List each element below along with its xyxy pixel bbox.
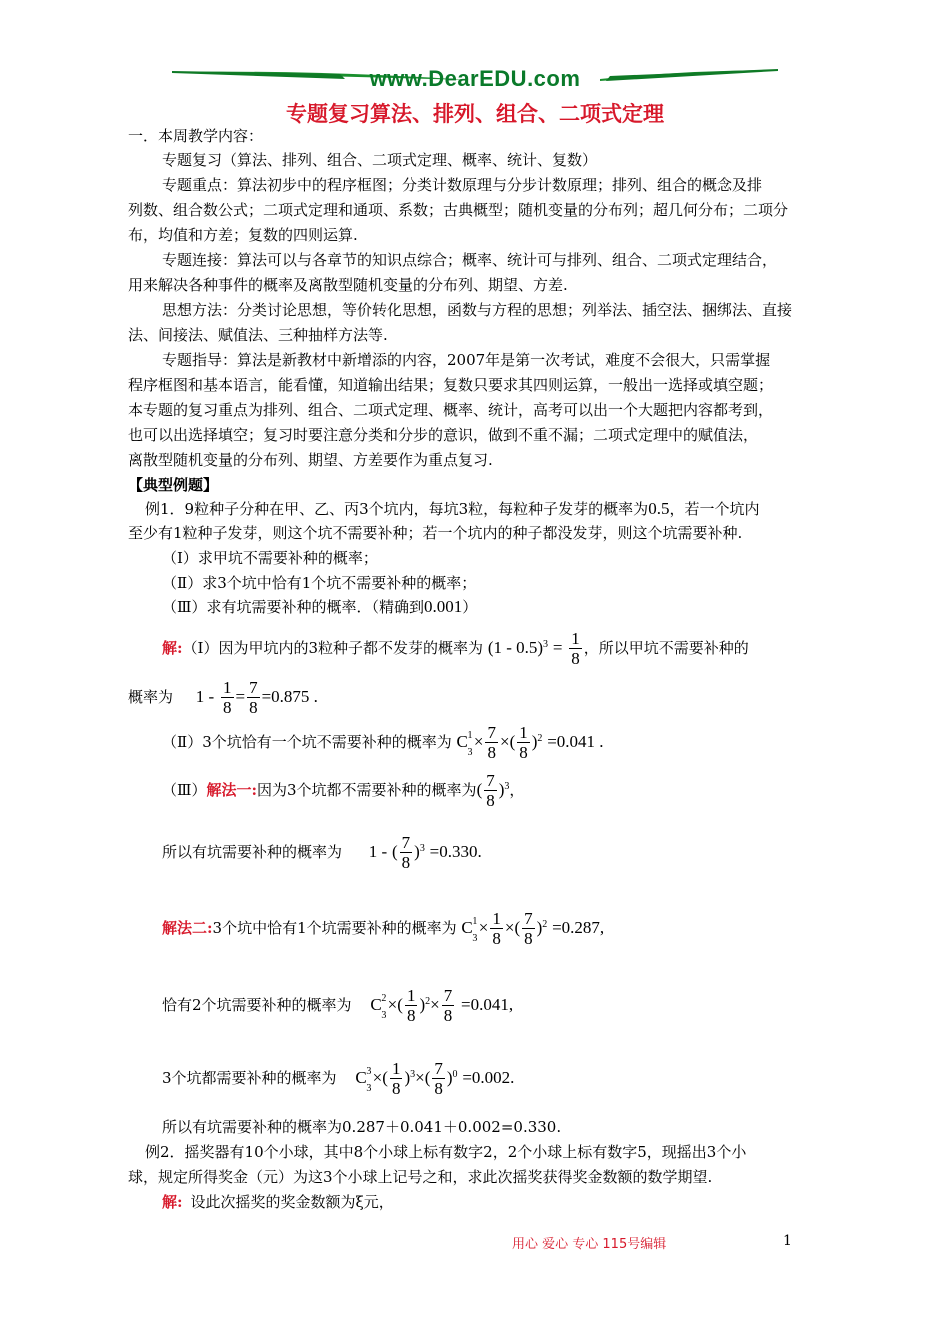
combination-c13: C 1 3 [461,916,478,944]
solution-1: 解:（Ⅰ）因为甲坑内的3粒种子都不发芽的概率为 (1 - 0.5)$^3$ = $\frac{1}{8}$ ，所以甲坑不需要补种的 [162,629,749,668]
paragraph-guide-line: 本专题的复习重点为排列、组合、二项式定理、概率、统计，高考可以出一个大题把内容都考到， [128,401,774,419]
solution-3-three-pits: 3个坑都需要补种的概率为 C 3 3 ×( $\frac{1}{8}$ )$^3$×( $\frac{7}{8}$ )$^0$ =0.002. [162,1059,515,1098]
combination-c13: C 1 3 [456,730,473,758]
example2-text: 例2．摇奖器有10个小球，其中8个小球上标有数字2，2个小球上标有数字5，现摇出3个小 [145,1143,747,1161]
fraction: $\frac{1}{8}$ [519,723,528,762]
paragraph-guide-line: 离散型随机变量的分布列、期望、方差要作为重点复习. [128,451,493,469]
paragraph-link-line: 专题连接：算法可以与各章节的知识点综合；概率、统计可与排列、组合、二项式定理结合， [162,251,778,269]
paragraph-method-line: 思想方法：分类讨论思想，等价转化思想，函数与方程的思想；列举法、插空法、捆绑法、直接 [162,301,793,319]
solution-1-result: 概率为 1 - $\frac{1}{8}$ = $\frac{7}{8}$ =0.875 . [128,678,318,717]
paragraph-review: 专题复习（算法、排列、组合、二项式定理、概率、统计、复数） [162,151,598,169]
solution-2: （Ⅱ）3个坑恰有一个坑不需要补种的概率为 C 1 3 × $\frac{7}{8}$ ×( $\frac{1}{8}$ )$^2$ =0.041 . [162,723,604,762]
examples-heading: 【典型例题】 [128,476,219,494]
solution-3-method-1: （Ⅲ）解法一:因为3个坑都不需要补种的概率为( $\frac{7}{8}$ )$^3$， [162,771,525,810]
fraction: $\frac{7}{8}$ [249,678,258,717]
paragraph-link-line: 用来解决各种事件的概率及离散型随机变量的分布列、期望、方差. [128,276,568,294]
fraction: $\frac{7}{8}$ [524,909,533,948]
paragraph-guide-line: 专题指导：算法是新教材中新增添的内容，2007年是第一次考试，难度不会很大，只需掌握 [162,351,771,369]
example1-text: 例1．9粒种子分种在甲、乙、丙3个坑内，每坑3粒，每粒种子发芽的概率为0.5，若一个坑内 [145,499,760,518]
fraction: $\frac{7}{8}$ [434,1059,443,1098]
footer-text: 用心 爱心 专心 115号编辑 [512,1237,667,1252]
paragraph-focus-line: 列数、组合数公式；二项式定理和通项、系数；古典概型；随机变量的分布列；超几何分布；二项分 [128,201,789,219]
solution-3-method-2: 解法二:3个坑中恰有1个坑需要补种的概率为 C 1 3 × $\frac{1}{8}$ ×( $\frac{7}{8}$ )$^2$ =0.287, [162,909,605,948]
paragraph-method-line: 法、间接法、赋值法、三种抽样方法等. [128,326,388,344]
paragraph-focus-line: 布，均值和方差；复数的四则运算. [128,226,358,244]
method-2-label: 解法二: [162,919,213,937]
solution-label: 解: [162,639,183,657]
fraction: $\frac{7}{8}$ [486,771,495,810]
site-name[interactable]: www.DearEDU.com [369,66,581,91]
fraction: $\frac{7}{8}$ [443,986,453,1025]
fraction: $\frac{1}{8}$ [406,986,416,1025]
page-title: 专题复习算法、排列、组合、二项式定理 [286,102,664,126]
example2-solution: 解: 设此次摇奖的奖金数额为ξ元， [162,1193,394,1211]
header-banner [170,62,780,96]
solution-3-method-1-result: 所以有坑需要补种的概率为 1 - ( $\frac{7}{8}$ )$^3$ =0.330. [162,833,482,872]
page-number: 1 [783,1233,792,1249]
paragraph-focus-line: 专题重点：算法初步中的程序框图；分类计数原理与分步计数原理；排列、组合的概念及排 [162,176,763,194]
solution-3-total: 所以有坑需要补种的概率为0.287＋0.041＋0.002=0.330. [162,1118,562,1136]
solution-3-two-pits: 恰有2个坑需要补种的概率为 C 2 3 ×( $\frac{1}{8}$ )$^2$× $\frac{7}{8}$ =0.041, [162,986,514,1025]
paragraph-guide-line: 程序框图和基本语言，能看懂，知道输出结果；复数只要求其四则运算，一般出一选择或填空题； [128,376,774,394]
section-heading: 一．本周教学内容： [128,127,264,145]
combination-c23: C 2 3 [370,993,387,1021]
example2-text: 球，规定所得奖金（元）为这3个小球上记号之和，求此次摇奖获得奖金数额的数学期望. [128,1168,713,1186]
fraction: $\frac{1}{8}$ [223,678,232,717]
question-2: （Ⅱ）求3个坑中恰有1个坑不需要补种的概率； [162,574,477,592]
question-3: （Ⅲ）求有坑需要补种的概率．（精确到0.001） [162,597,478,616]
fraction: $\frac{1}{8}$ [492,909,501,948]
fraction: $\frac{7}{8}$ [401,833,411,872]
paragraph-guide-line: 也可以出选择填空；复习时要注意分类和分步的意识，做到不重不漏；二项式定理中的赋值法， [128,426,759,444]
solution-label: 解: [162,1193,183,1211]
combination-c33: C 3 3 [355,1066,372,1094]
method-1-label: 解法一: [206,781,258,799]
fraction: $\frac{1}{8}$ [571,629,580,668]
fraction: $\frac{7}{8}$ [487,723,496,762]
fraction: $\frac{1}{8}$ [391,1059,401,1098]
example1-text: 至少有1粒种子发芽，则这个坑不需要补种；若一个坑内的种子都没发芽，则这个坑需要补种. [128,524,743,542]
question-1: （Ⅰ）求甲坑不需要补种的概率； [162,549,378,567]
